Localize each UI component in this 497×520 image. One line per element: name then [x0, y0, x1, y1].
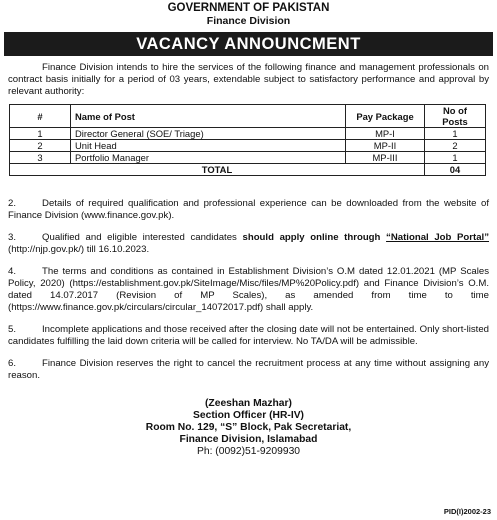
paragraph-number: 2. [8, 198, 17, 209]
paragraph-3-pre: Qualified and eligible interested candidates [42, 232, 243, 243]
signatory-title: Section Officer (HR-IV) [193, 410, 304, 421]
table-row [10, 152, 486, 164]
pid-code: PID(I)2002-23 [443, 507, 491, 516]
phone-number: Ph: (0092)51-9209930 [196, 446, 301, 457]
paragraph-5 [8, 324, 489, 348]
row-sr: 2 [10, 140, 71, 152]
paragraph-3-post: (http://njp.gov.pk/) till 16.10.2023. [8, 244, 150, 255]
row-posts: 1 [425, 128, 486, 140]
paragraph-2-text: Details of required qualification and professional experience can be downloaded from the website of Finance Division (www.finance.gov.pk). [8, 198, 489, 221]
paragraph-5-text: Incomplete applications and those received after the closing date will not be entertained. Only short-listed candidates fulfilling the laid down criteria will be called for interview. No TA/DA will be admissible. [8, 324, 489, 347]
row-posts: 1 [425, 152, 486, 164]
row-posts: 2 [425, 140, 486, 152]
row-sr: 3 [10, 152, 71, 164]
signatory-name: (Zeeshan Mazhar) [205, 398, 292, 409]
paragraph-4 [8, 266, 489, 314]
table-row [10, 128, 486, 140]
row-pay: MP-I [346, 128, 425, 140]
total-label: TOTAL [10, 164, 425, 176]
row-name: Unit Head [71, 140, 346, 152]
row-name: Director General (SOE/ Triage) [71, 128, 346, 140]
paragraph-6-text: Finance Division reserves the right to cancel the recruitment process at any time without assigning any reason. [8, 358, 489, 381]
table-row [10, 140, 486, 152]
announcement-banner: VACANCY ANNOUNCMENT [4, 32, 493, 56]
header-pay: Pay Package [346, 105, 425, 128]
row-pay: MP-III [346, 152, 425, 164]
row-sr: 1 [10, 128, 71, 140]
table-total-row [10, 164, 486, 176]
paragraph-number: 4. [8, 266, 17, 277]
intro-text: Finance Division intends to hire the services of the following finance and management professionals on contract basis initially for a period of 03 years, extendable subject to satisfactory performance and approval by relevant authority: [8, 62, 489, 97]
row-name: Portfolio Manager [71, 152, 346, 164]
intro-paragraph [8, 62, 489, 98]
division-title: Finance Division [206, 15, 291, 27]
header-sr: # [10, 105, 71, 128]
paragraph-number: 5. [8, 324, 17, 335]
organization-title: GOVERNMENT OF PAKISTAN [167, 2, 330, 14]
address-line-1: Room No. 129, “S” Block, Pak Secretariat, [145, 422, 352, 433]
total-value: 04 [425, 164, 486, 176]
paragraph-number: 6. [8, 358, 17, 369]
national-job-portal-link[interactable]: “National Job Portal” [386, 232, 490, 243]
header-posts: No of Posts [425, 105, 486, 128]
address-line-2: Finance Division, Islamabad [179, 434, 318, 445]
row-pay: MP-II [346, 140, 425, 152]
paragraph-6 [8, 358, 489, 382]
signature-block [0, 398, 497, 458]
paragraph-3-bold: should apply online through [242, 232, 387, 243]
paragraph-number: 3. [8, 232, 17, 243]
vacancy-announcement-page [0, 2, 497, 520]
header-name: Name of Post [71, 105, 346, 128]
table-header-row [10, 105, 486, 128]
paragraph-3 [8, 232, 489, 256]
posts-table [9, 104, 486, 176]
paragraph-2 [8, 198, 489, 222]
paragraph-4-text: The terms and conditions as contained in Establishment Division’s O.M dated 12.01.2021 (MP Scales Policy, 2020) (https://establishment.gov.pk/SiteImage/Misc/files/MP%20Policy.pdf) and Finance Division’s O.M. dated 14.07.2017 (Revision of MP Scales), as amended from time to time (https://www.finance.gov.pk/circulars/circular_14072017.pdf) shall apply. [8, 266, 489, 313]
